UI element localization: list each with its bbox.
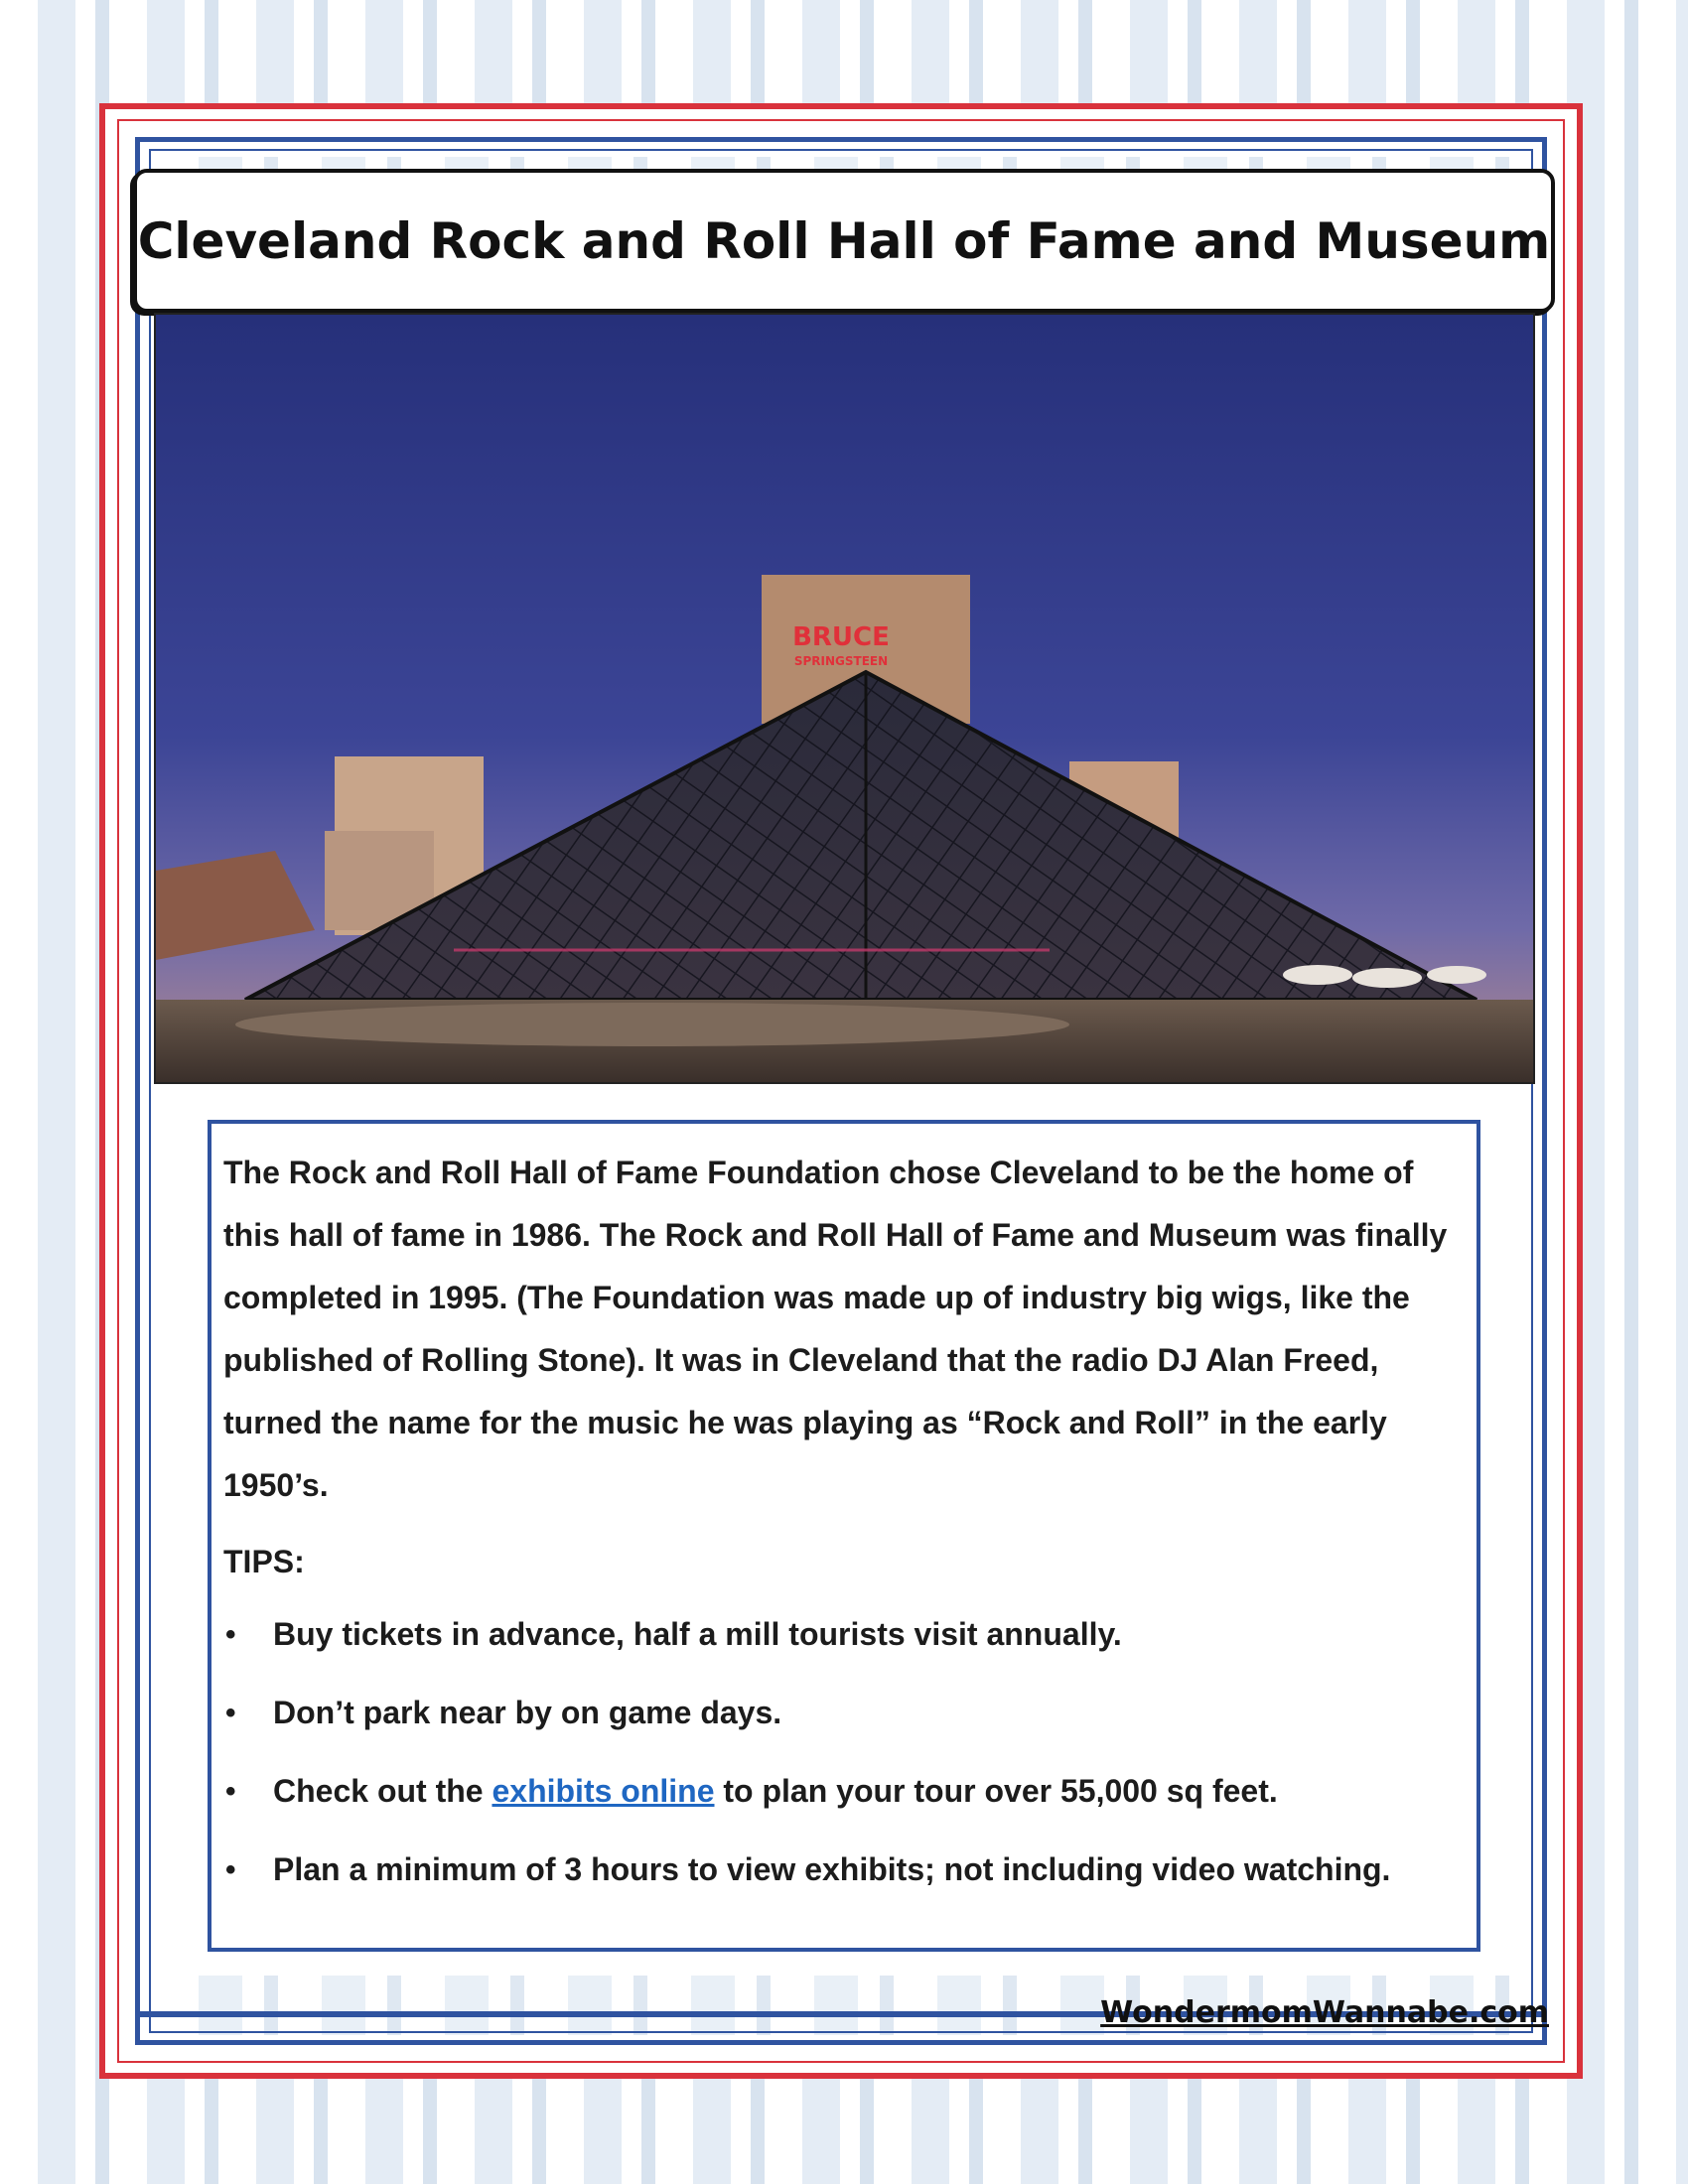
sign-text-bruce: BRUCE [792, 622, 890, 652]
list-item: • Plan a minimum of 3 hours to view exhibits; not including video watching. [223, 1839, 1467, 1901]
list-item [223, 1760, 1467, 1823]
list-item: • Don’t park near by on game days. [223, 1682, 1467, 1744]
list-item: • Buy tickets in advance, half a mill tourists visit annually. [223, 1603, 1467, 1666]
intro-paragraph: The Rock and Roll Hall of Fame Foundation chose Cleveland to be the home of this hall of fame in 1986. The Rock and Roll Hall of Fame and Museum was finally completed in 1995. (The Foundation was made up of industry big wigs, like the published of Rolling Stone). It was in Cleveland that the radio DJ Alan Freed, turned the name for the music he was playing as “Rock and Roll” in the early 1950’s. [223, 1155, 1448, 1503]
tip-text: to plan your tour over 55,000 sq feet. [714, 1773, 1278, 1809]
tip-text: Check out the [273, 1773, 492, 1809]
content-box [208, 1120, 1480, 1952]
museum-photo [154, 313, 1535, 1084]
tips-label: TIPS: [223, 1544, 305, 1579]
title-banner [133, 169, 1555, 313]
tips-list [223, 1603, 1467, 1901]
exhibits-online-link[interactable]: exhibits online [492, 1773, 715, 1809]
site-link[interactable]: WondermomWannabe.com [1100, 1995, 1549, 2030]
page-title: Cleveland Rock and Roll Hall of Fame and Museum [137, 211, 1551, 270]
sign-text-springsteen: SPRINGSTEEN [793, 654, 889, 668]
